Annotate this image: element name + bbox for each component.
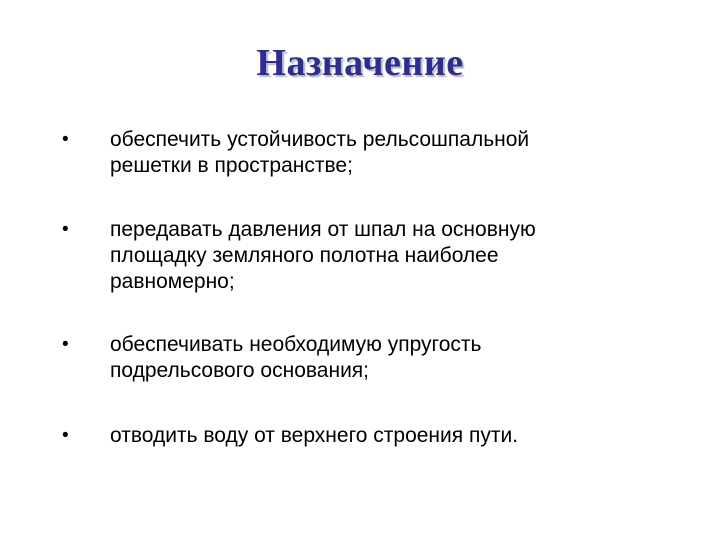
bullet-marker: • <box>62 334 69 355</box>
bullet-line: обеспечить устойчивость рельсошпальной <box>110 128 530 151</box>
slide-title: Назначение <box>256 42 464 84</box>
bullet-line: решетки в пространстве; <box>110 154 353 177</box>
bullet-line: отводить воду от верхнего строения пути. <box>110 424 519 447</box>
bullet-line: обеспечивать необходимую упругость <box>110 333 482 356</box>
bullet-marker: • <box>62 129 69 150</box>
bullet-line: площадку земляного полотна наиболее <box>110 244 499 267</box>
bullet-line: подрельсового основания; <box>110 359 370 382</box>
bullet-line: равномерно; <box>110 270 235 293</box>
bullet-text <box>110 127 670 179</box>
bullet-marker: • <box>62 219 69 240</box>
bullet-text <box>110 217 670 295</box>
bullet-text <box>110 332 670 384</box>
bullet-text <box>110 423 670 449</box>
bullet-line: передавать давления от шпал на основную <box>110 218 536 241</box>
bullet-marker: • <box>62 425 69 446</box>
